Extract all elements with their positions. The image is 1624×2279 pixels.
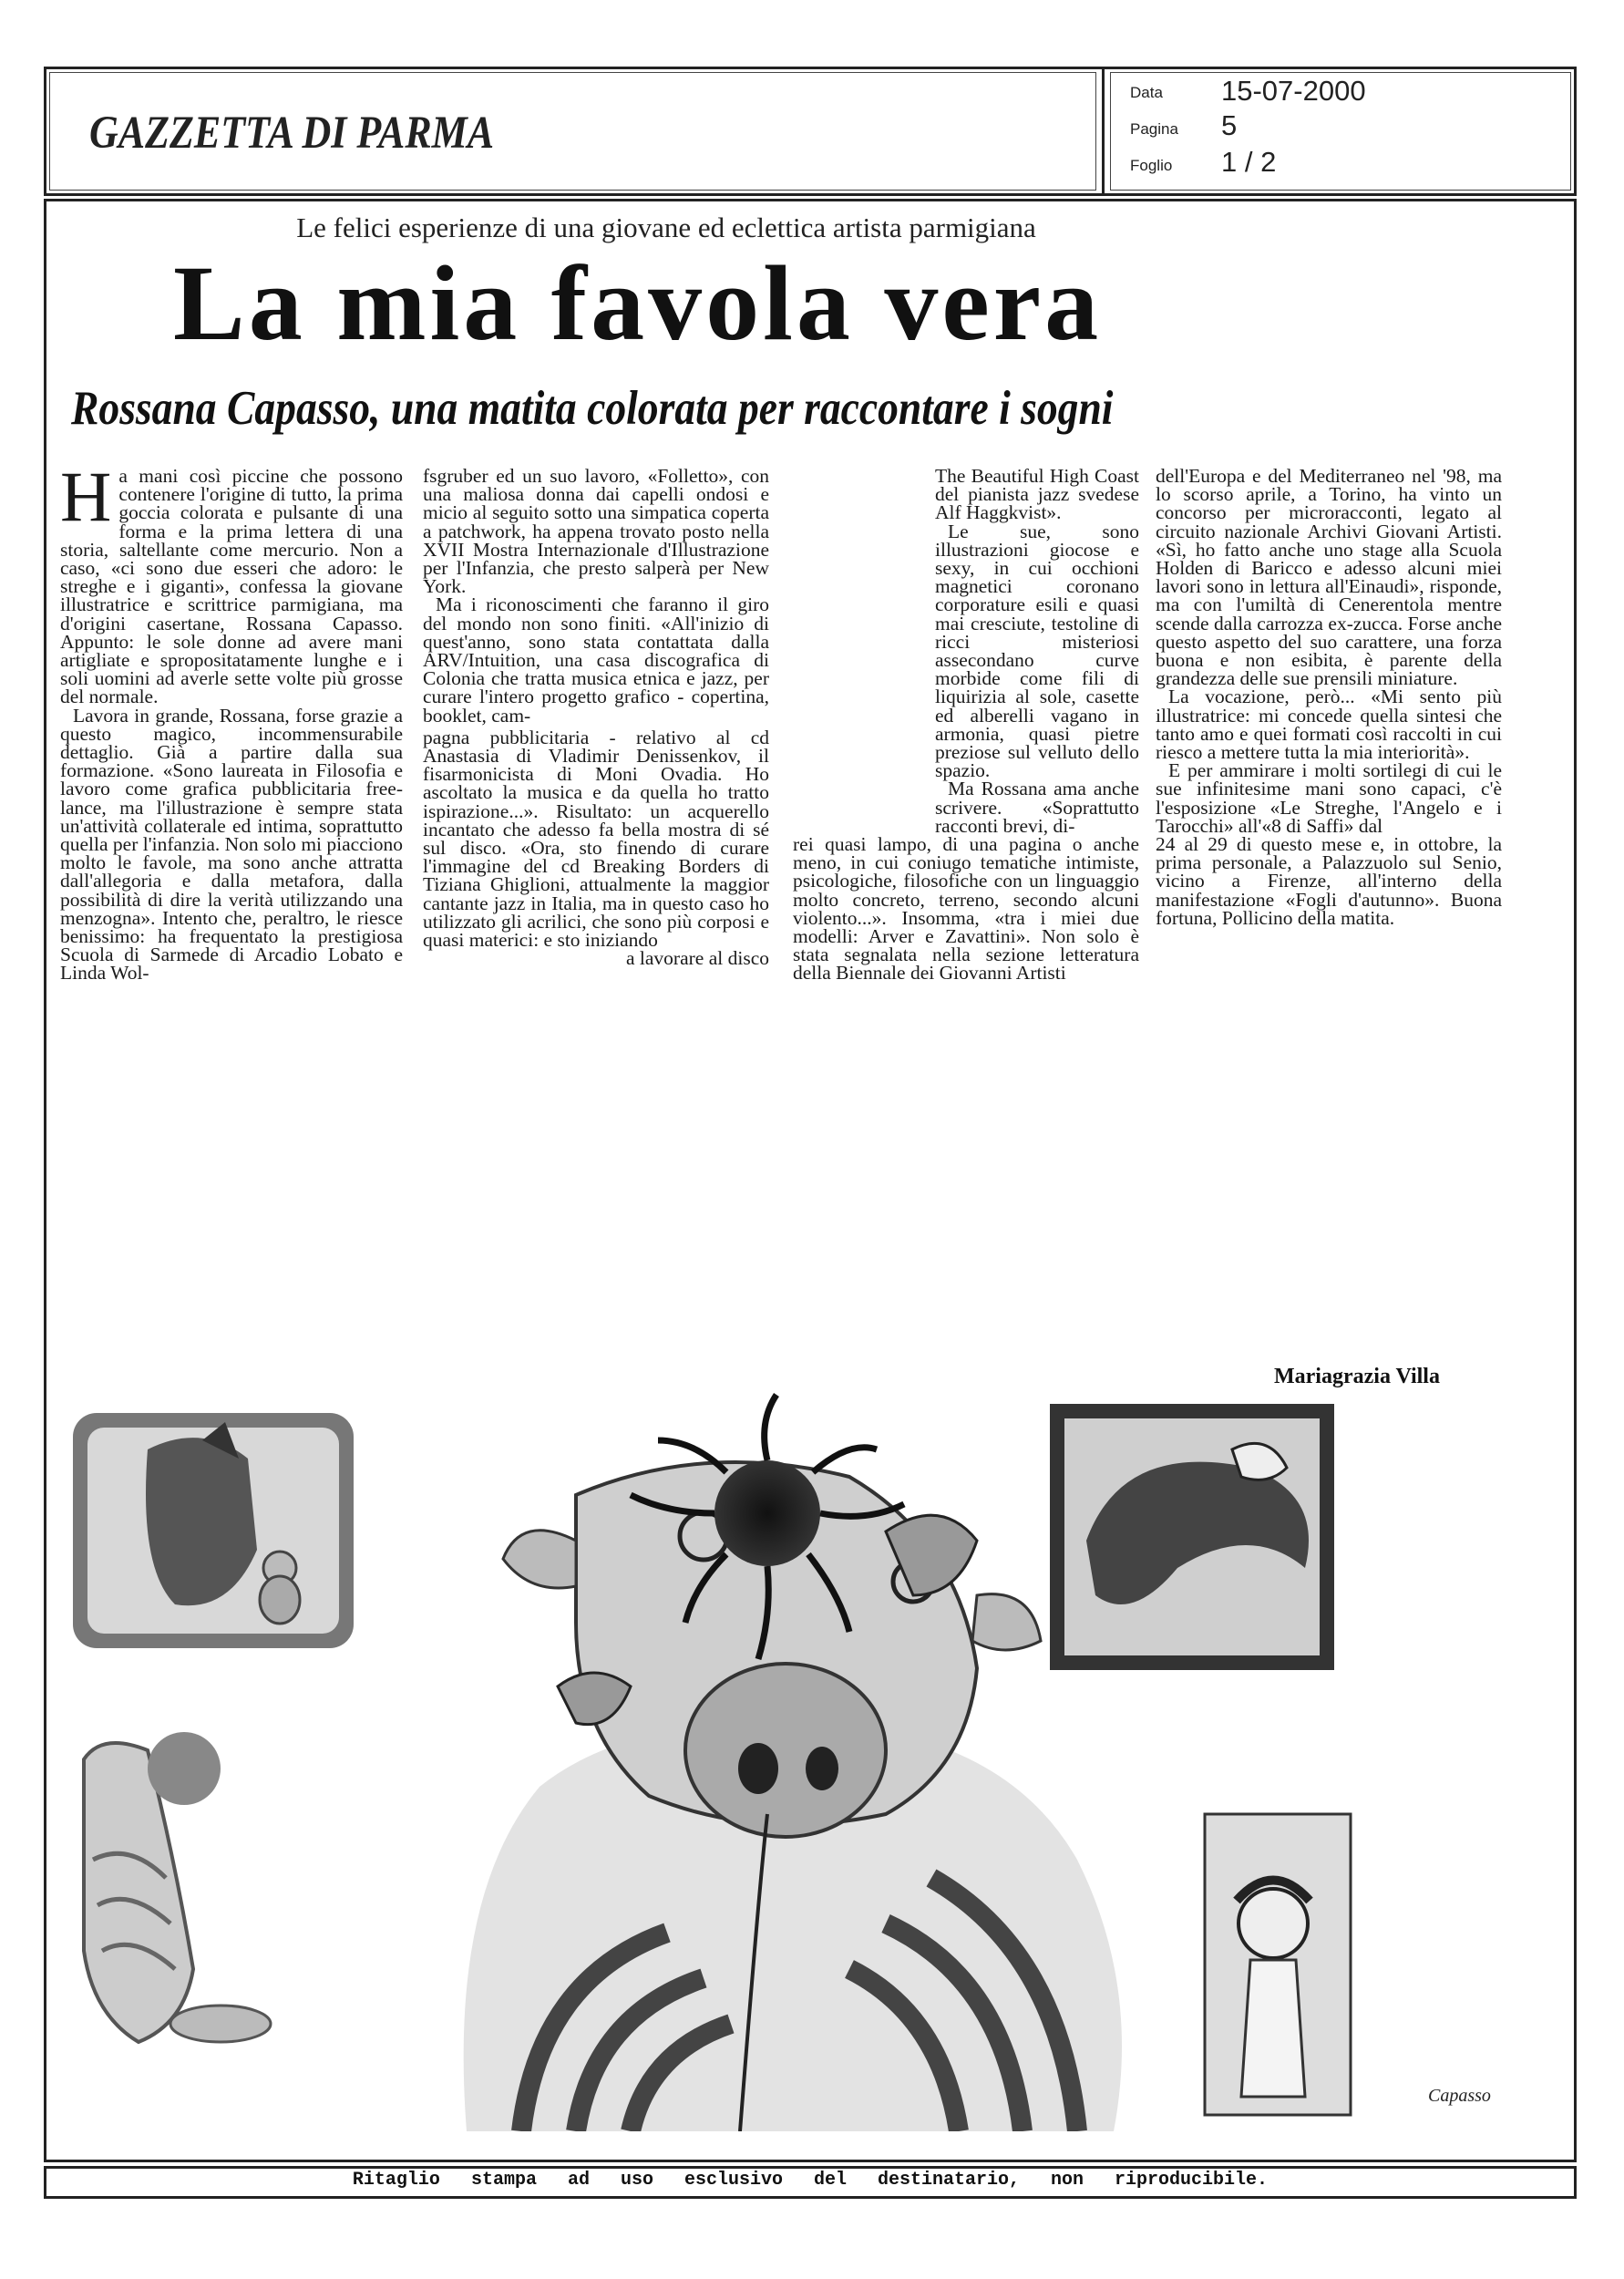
illustration: [66, 1386, 1555, 2131]
central-figure: [464, 1462, 1122, 2131]
date-value: 15-07-2000: [1221, 75, 1366, 107]
byline: Mariagrazia Villa: [1274, 1365, 1440, 1388]
kicker: [0, 211, 1624, 244]
article-column-2: [423, 465, 769, 970]
drop-cap: H: [60, 457, 112, 536]
sheet-label: Foglio: [1130, 157, 1173, 174]
page-label: Pagina: [1130, 120, 1178, 138]
sheet-value: 1 / 2: [1221, 146, 1277, 178]
subheadline: Rossana Capasso, una matita colorata per raccontare i sogni: [71, 382, 1114, 435]
paragraph: a lavorare al disco: [626, 947, 769, 970]
masthead: GAZZETTA DI PARMA: [89, 107, 495, 159]
paragraph: 24 al 29 di questo mese e, in ottobre, la prima personale, a Palazzuolo sul Senio, vicino a Firenze, all'interno della manifestazione «Fogli d'autunno». Buona fortuna, Pollicino della matita.: [1156, 833, 1502, 929]
painting-witch-top-left: [73, 1413, 354, 1648]
paragraph: dell'Europa e del Mediterraneo nel '98, ma lo scorso aprile, a Torino, ha vinto un concorso per microracconti, legato al circuito nazionale Archivi Giovani Artisti. «Sì, ho fatto anche uno stage alla Scuola Holden di Baricco e adesso alcuni miei lavori sono in lettura all'Einaudi», risponde, ma con l'umiltà di Cenerentola mentre scende dalla carrozza ex-zucca. Forse anche questo aspetto del suo carattere, una forza buona e non esibita, è parente della grandezza delle sue prensili miniature.: [1156, 465, 1502, 690]
paragraph: Lavora in grande, Rossana, forse grazie a questo magico, incommensurabile dettaglio. Già a partire dalla sua formazione. «Sono laureata in Filosofia e lavoro come grafica pubblicitaria free-lance, ma l'illustrazione è sempre stata un'attività collaterale ed intima, soprattutto quella per l'infanzia. Non solo mi piacciono molto le favole, ma sono anche attratta dall'allegoria e dalla metafora, dalla possibilità di dire la verità utilizzando una menzogna». Intento che, peraltro, le riesce benissimo: ha frequentato la prestigiosa Scuola di Sarmede di Arcadio Lobato e Linda Wol-: [60, 704, 403, 985]
article-column-1: [60, 457, 403, 985]
painting-moon-top-right: [1050, 1404, 1334, 1670]
paragraph: The Beautiful High Coast del pianista jazz svedese Alf Haggkvist».: [935, 465, 1139, 524]
paragraph: La vocazione, però... «Mi sento più illustratrice: mi concede quella sintesi che tanto amo e quei formati così raccolti in cui riesco a mettere tutta la mia interiorità».: [1156, 686, 1502, 764]
paragraph: fsgruber ed un suo lavoro, «Folletto», con una maliosa donna dai capelli ondosi e micio al seguito sotto una simpatica coperta a patchwork, ha appena trovato posto nella XVII Mostra Internazionale d'Illustrazione per l'Infanzia, che presto salperà per New York.: [423, 465, 769, 598]
article-column-3: [793, 467, 1139, 983]
article-column-4: [1156, 467, 1502, 927]
figure-bottom-right: [1205, 1814, 1351, 2115]
illustration-signature: Capasso: [1428, 2086, 1491, 2106]
date-label: Data: [1130, 84, 1163, 101]
page-value: 5: [1221, 109, 1238, 141]
paragraph: E per ammirare i molti sortilegi di cui le sue infinitesime mani sono capaci, c'è l'esposizione «Le Streghe, l'Angelo e i Tarocchi» all'«8 di Saffi» dal: [1156, 759, 1502, 837]
paragraph: a mani così piccine che possono contenere l'origine di tutto, la prima goccia colorata e pulsante di una forma e la prima lettera di una storia, saltellante come mercurio. Non a caso, «ci sono due esseri che adoro: le streghe e i giganti», confessa la giovane illustratrice e scrittrice parmigiana, ma d'origini casertane, Rossana Capasso. Appunto: le sole donne ad avere mani artigliate e spropositatamente lunghe e i soli uomini ad averle sette volte più grosse del normale.: [60, 465, 403, 708]
footer-notice: Ritaglio stampa ad uso esclusivo del destinatario, non riproducibile.: [352, 2170, 1269, 2191]
paragraph: Ma i riconoscimenti che faranno il giro del mondo non sono finiti. «All'inizio di quest'anno, sono stata contattata dalla ARV/Intuition, una casa discografica di Colonia che tratta musica etnica e jazz, per curare l'intero progetto grafico - copertina, booklet, cam-: [423, 593, 769, 727]
paragraph: Le sue, sono illustrazioni giocose e sexy, in cui occhioni magnetici coronano corporature esili e quasi mai cresciute, testoline di ricci misteriosi assecondano curve morbide come fili di liquirizia al sole, casette ed alberelli vagano in armonia, quasi pietre preziose sul velluto dello spazio.: [935, 520, 1139, 782]
paragraph: pagna pubblicitaria - relativo al cd Anastasia di Vladimir Denissenkov, il fisarmonicista di Moni Ovadia. Ho ascoltato la musica e da quella ho tratto ispirazione...». Risultato: un acquerello incantato che adesso fa bella mostra di sé sul disco. «Ora, sto finendo di curare l'immagine del cd Breaking Borders di Tiziana Ghiglioni, attualmente la maggior cantante jazz in Italia, ma in questo caso ho utilizzato gli acrilici, che sono più corposi e quasi materici: e sto iniziando: [423, 726, 769, 952]
headline: La mia favola vera: [173, 243, 1103, 363]
paragraph: Ma Rossana ama anche scrivere. «Soprattutto racconti brevi, di-: [935, 778, 1139, 837]
figure-bottom-left: [84, 1732, 271, 2042]
kicker-text: Le felici esperienze di una giovane ed eclettica artista parmigiana: [296, 211, 1036, 243]
paragraph: rei quasi lampo, di una pagina o anche meno, in cui coniugo tematiche intimiste, psicologiche, filosofiche con un linguaggio molto concreto, terreno, secondo alcuni violento...». Insomma, «tra i miei due modelli: Arver e Zavattini». Non solo è stata segnalata nella sezione letteratura della Biennale dei Giovanni Artisti: [793, 833, 1139, 985]
